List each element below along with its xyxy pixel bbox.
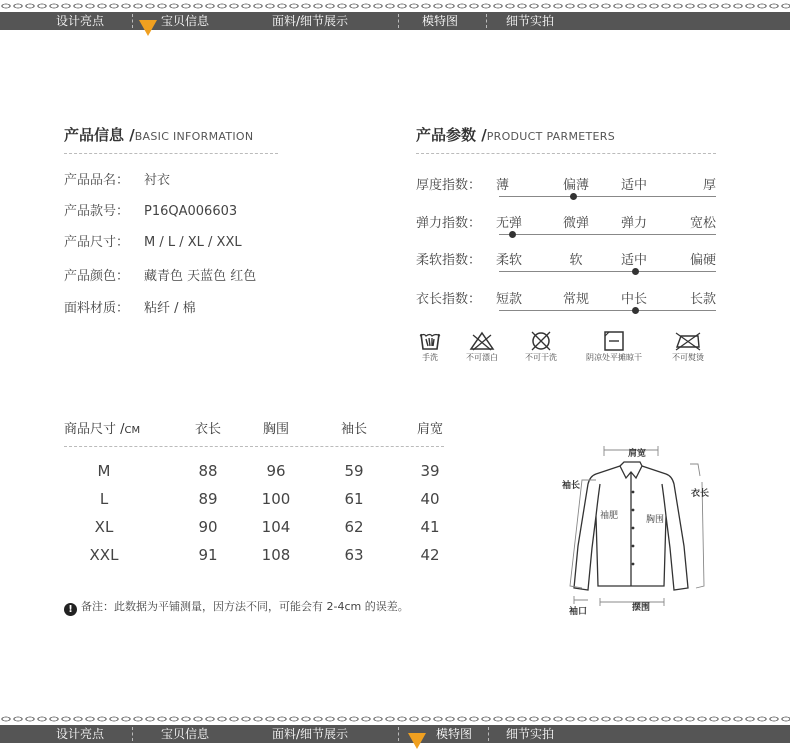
label-length: 衣长 xyxy=(691,489,710,499)
care-hand-wash xyxy=(412,330,448,363)
care-no-bleach xyxy=(458,330,506,363)
chain-border xyxy=(0,0,790,12)
info-label: 产品颜色： xyxy=(64,269,130,284)
care-no-iron xyxy=(664,330,712,363)
size-name: XXL xyxy=(89,546,119,564)
param-track xyxy=(499,196,716,197)
label-hem: 摆围 xyxy=(632,603,651,613)
info-value: 藏青色 天蓝色 红色 xyxy=(144,269,257,284)
param-label: 厚度指数： xyxy=(416,178,482,193)
param-track xyxy=(499,310,716,311)
size-value: 59 xyxy=(344,462,364,480)
no-bleach-icon xyxy=(469,330,495,352)
info-row-name xyxy=(64,169,170,188)
size-value: 40 xyxy=(420,490,440,508)
care-label: 不可干洗 xyxy=(525,353,557,362)
info-label: 产品尺寸： xyxy=(64,235,130,250)
size-value: 63 xyxy=(344,546,364,564)
info-row-sku xyxy=(64,200,237,219)
care-label: 不可熨烫 xyxy=(672,353,704,362)
param-option: 薄 xyxy=(496,178,510,193)
warning-icon: ! xyxy=(64,603,77,616)
size-value: 89 xyxy=(198,490,218,508)
param-option: 宽松 xyxy=(689,216,716,231)
nav-item-info[interactable]: 宝贝信息 xyxy=(160,14,209,28)
param-option: 柔软 xyxy=(496,253,523,268)
param-option: 弹力 xyxy=(620,216,647,231)
shirt-measurement-diagram xyxy=(560,436,720,616)
nav-item-fabric[interactable]: 面料/细节展示 xyxy=(271,727,349,741)
info-row-color xyxy=(64,265,256,284)
param-row xyxy=(416,288,716,318)
button-dots xyxy=(632,491,635,566)
chain-border xyxy=(0,713,790,725)
param-row xyxy=(416,212,716,242)
label-armhole: 袖肥 xyxy=(600,511,619,521)
param-level-marker xyxy=(632,268,639,275)
size-col-chest: 胸围 xyxy=(262,422,289,437)
top-nav xyxy=(0,0,790,40)
size-name: XL xyxy=(94,518,114,536)
param-option: 厚 xyxy=(702,178,716,193)
params-title-text: 产品参数 / xyxy=(416,126,487,144)
shirt-outline-icon xyxy=(574,462,688,590)
care-no-dry-clean xyxy=(516,330,566,363)
label-chest: 胸围 xyxy=(646,515,665,525)
param-option: 偏硬 xyxy=(689,253,716,268)
size-col-length: 衣长 xyxy=(194,422,221,437)
care-label: 手洗 xyxy=(422,353,438,362)
nav-divider xyxy=(132,727,133,741)
param-level-marker xyxy=(632,307,639,314)
nav-divider xyxy=(488,727,489,741)
care-flat-dry xyxy=(574,330,654,363)
size-value: 104 xyxy=(261,518,291,536)
nav-divider xyxy=(398,727,399,741)
size-value: 88 xyxy=(198,462,218,480)
size-value: 61 xyxy=(344,490,364,508)
param-level-marker xyxy=(570,193,577,200)
basic-info-title-text: 产品信息 / xyxy=(64,126,135,144)
param-option: 适中 xyxy=(620,253,647,268)
params-subtitle: PRODUCT PARMETERS xyxy=(486,130,615,143)
nav-item-detail[interactable]: 细节实拍 xyxy=(505,727,554,741)
param-option: 无弹 xyxy=(496,216,523,231)
param-option: 微弹 xyxy=(562,216,589,231)
size-value: 62 xyxy=(344,518,364,536)
param-option: 长款 xyxy=(689,292,716,307)
size-value: 42 xyxy=(420,546,440,564)
label-shoulder: 肩宽 xyxy=(628,449,647,459)
size-value: 108 xyxy=(261,546,291,564)
nav-divider xyxy=(486,14,487,28)
param-row xyxy=(416,174,716,204)
info-value: 衬衣 xyxy=(144,173,171,188)
size-name: M xyxy=(97,462,111,480)
divider xyxy=(64,153,278,154)
param-option: 常规 xyxy=(562,292,589,307)
info-value: P16QA006603 xyxy=(144,204,238,219)
label-cuff: 袖口 xyxy=(569,607,588,617)
param-level-marker xyxy=(509,231,516,238)
size-table-title-text: 商品尺寸 / xyxy=(64,422,125,437)
size-value: 100 xyxy=(261,490,291,508)
hand-wash-icon xyxy=(418,330,442,352)
no-iron-icon xyxy=(674,330,702,352)
nav-item-detail[interactable]: 细节实拍 xyxy=(505,14,554,28)
bottom-nav xyxy=(0,713,790,753)
active-nav-arrow-icon xyxy=(139,20,157,36)
nav-item-design[interactable]: 设计亮点 xyxy=(55,727,104,741)
divider xyxy=(64,446,444,447)
size-value: 39 xyxy=(420,462,440,480)
info-value: 粘纤 / 棉 xyxy=(144,301,196,316)
size-unit: CM xyxy=(124,425,141,436)
param-option: 适中 xyxy=(620,178,647,193)
param-option: 短款 xyxy=(496,292,523,307)
param-label: 柔软指数： xyxy=(416,253,482,268)
param-option: 软 xyxy=(569,253,583,268)
param-track xyxy=(499,271,716,272)
size-col-shoulder: 肩宽 xyxy=(416,422,443,437)
basic-info-subtitle: BASIC INFORMATION xyxy=(134,130,254,143)
info-label: 面料材质： xyxy=(64,301,130,316)
measure-lines xyxy=(570,446,704,606)
note-text: 备注：此数据为平铺测量，因方法不同，可能会有 2-4cm 的误差。 xyxy=(81,600,409,613)
info-row-material xyxy=(64,297,196,316)
nav-item-model[interactable]: 模特图 xyxy=(435,727,472,741)
param-row xyxy=(416,249,716,279)
nav-item-design[interactable]: 设计亮点 xyxy=(55,14,104,28)
flat-dry-shade-icon xyxy=(602,330,626,352)
info-label: 产品品名： xyxy=(64,173,130,188)
care-label: 阴凉处平摊晾干 xyxy=(586,353,642,362)
nav-item-info[interactable]: 宝贝信息 xyxy=(160,727,209,741)
no-dry-clean-icon xyxy=(529,330,553,352)
info-row-size xyxy=(64,231,242,250)
param-label: 衣长指数： xyxy=(416,292,482,307)
param-label: 弹力指数： xyxy=(416,216,482,231)
nav-item-fabric[interactable]: 面料/细节展示 xyxy=(271,14,349,28)
info-value: M / L / XL / XXL xyxy=(144,235,242,250)
active-nav-arrow-icon xyxy=(408,733,426,749)
param-option: 中长 xyxy=(620,292,647,307)
param-track xyxy=(499,234,716,235)
nav-item-model[interactable]: 模特图 xyxy=(421,14,458,28)
size-value: 90 xyxy=(198,518,218,536)
size-col-sleeve: 袖长 xyxy=(340,422,367,437)
size-value: 91 xyxy=(198,546,218,564)
care-label: 不可漂白 xyxy=(466,353,498,362)
basic-info-title xyxy=(64,124,253,145)
param-option: 偏薄 xyxy=(562,178,589,193)
label-sleeve: 袖长 xyxy=(562,481,581,491)
info-label: 产品款号： xyxy=(64,204,130,219)
size-name: L xyxy=(99,490,109,508)
divider xyxy=(416,153,716,154)
params-title xyxy=(416,124,615,145)
size-value: 96 xyxy=(266,462,286,480)
size-value: 41 xyxy=(420,518,440,536)
nav-divider xyxy=(132,14,133,28)
nav-divider xyxy=(398,14,399,28)
measurement-note xyxy=(64,598,409,616)
size-table-title xyxy=(64,418,140,437)
